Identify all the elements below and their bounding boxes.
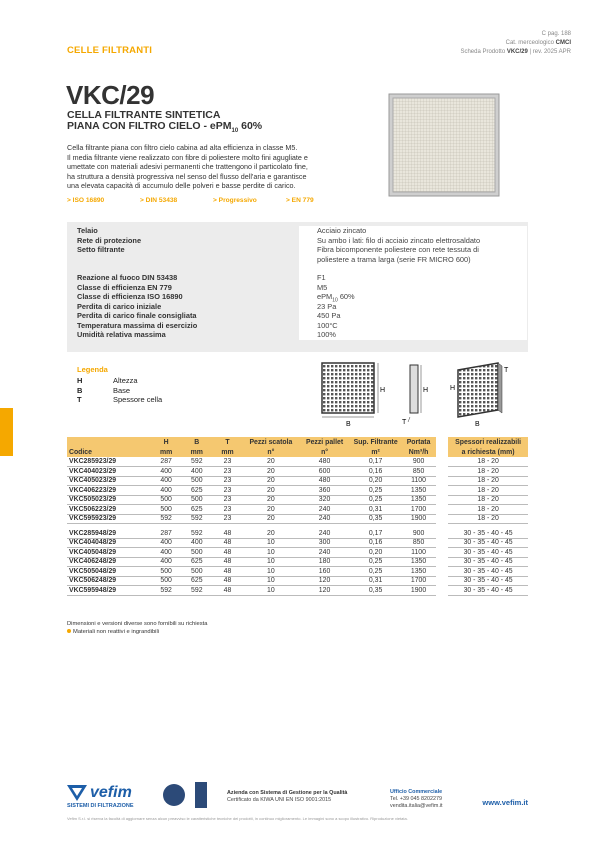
table-cell: 0,25 bbox=[350, 486, 401, 496]
product-code-cell: VKC595948/29 bbox=[67, 586, 151, 596]
svg-text:T: T bbox=[402, 419, 407, 426]
table-cell: 18 - 20 bbox=[448, 495, 528, 505]
table-cell: 120 bbox=[299, 576, 350, 586]
table-cell: 30 - 35 - 40 - 45 bbox=[448, 538, 528, 548]
table-cell: 20 bbox=[243, 529, 299, 539]
table-cell: 10 bbox=[243, 576, 299, 586]
table-cell: 30 - 35 - 40 - 45 bbox=[448, 529, 528, 539]
norms-list bbox=[67, 197, 359, 204]
table-cell: 48 bbox=[212, 529, 243, 539]
table-cell: 0,25 bbox=[350, 567, 401, 577]
table-row bbox=[67, 467, 528, 477]
table-cell: 18 - 20 bbox=[448, 514, 528, 524]
table-cell: 500 bbox=[181, 567, 212, 577]
side-tab-marker bbox=[0, 408, 13, 456]
table-cell: 592 bbox=[151, 514, 182, 524]
table-cell: 23 bbox=[212, 505, 243, 515]
table-cell: 10 bbox=[243, 567, 299, 577]
table-cell: 592 bbox=[181, 457, 212, 467]
product-code-cell: VKC595923/29 bbox=[67, 514, 151, 524]
table-cell: 0,31 bbox=[350, 576, 401, 586]
table-cell: 600 bbox=[299, 467, 350, 477]
product-code-cell: VKC505023/29 bbox=[67, 495, 151, 505]
table-cell: 287 bbox=[151, 457, 182, 467]
vefim-logo: vefim SISTEMI DI FILTRAZIONE bbox=[67, 784, 134, 809]
table-cell: 500 bbox=[151, 505, 182, 515]
table-row bbox=[67, 538, 528, 548]
norm-item: > Progressivo bbox=[213, 197, 257, 204]
product-table bbox=[67, 437, 528, 596]
table-cell: 0,31 bbox=[350, 505, 401, 515]
table-row bbox=[67, 486, 528, 496]
table-cell: 18 - 20 bbox=[448, 486, 528, 496]
table-cell: 320 bbox=[299, 495, 350, 505]
page-footer bbox=[67, 780, 528, 810]
table-cell: 10 bbox=[243, 548, 299, 558]
table-cell: 18 - 20 bbox=[448, 505, 528, 515]
table-cell: 23 bbox=[212, 467, 243, 477]
quality-info: Azienda con Sistema di Gestione per la Qualità Certificato da KIWA UNI EN ISO 9001:2015 bbox=[227, 790, 348, 803]
table-cell: 10 bbox=[243, 586, 299, 596]
table-cell: 1700 bbox=[401, 576, 436, 586]
isometric-drawing bbox=[450, 363, 509, 428]
table-cell: 1100 bbox=[401, 548, 436, 558]
table-cell: 500 bbox=[181, 548, 212, 558]
table-cell: 30 - 35 - 40 - 45 bbox=[448, 548, 528, 558]
product-code-cell: VKC285923/29 bbox=[67, 457, 151, 467]
table-cell: 592 bbox=[181, 514, 212, 524]
website-link[interactable]: www.vefim.it bbox=[482, 798, 528, 807]
table-row bbox=[67, 457, 528, 467]
table-cell: 1350 bbox=[401, 557, 436, 567]
table-footnotes: Dimensioni e versioni diverse sono fornibili su richiesta Materiali non reattivi e ingrandibili bbox=[67, 621, 208, 635]
table-cell: 20 bbox=[243, 495, 299, 505]
legend-item: T Spessore cella bbox=[77, 395, 163, 404]
table-cell: 20 bbox=[243, 514, 299, 524]
legend-title: Legenda bbox=[77, 365, 108, 374]
table-cell: 30 - 35 - 40 - 45 bbox=[448, 557, 528, 567]
table-cell: 160 bbox=[299, 567, 350, 577]
table-row bbox=[67, 495, 528, 505]
table-cell: 23 bbox=[212, 486, 243, 496]
table-header-row: H B T Pezzi scatola Pezzi pallet Sup. Filtrante Portata Spessori realizzabili bbox=[67, 437, 528, 447]
table-cell: 592 bbox=[151, 586, 182, 596]
catalog-line: Cat. merceologico CMCI bbox=[505, 40, 571, 46]
table-cell: 1350 bbox=[401, 486, 436, 496]
table-cell: 18 - 20 bbox=[448, 476, 528, 486]
table-cell: 0,17 bbox=[350, 529, 401, 539]
table-cell: 180 bbox=[299, 557, 350, 567]
table-row bbox=[67, 505, 528, 515]
product-code-cell: VKC405023/29 bbox=[67, 476, 151, 486]
table-cell: 48 bbox=[212, 586, 243, 596]
table-row bbox=[67, 557, 528, 567]
product-code-cell: VKC406248/29 bbox=[67, 557, 151, 567]
table-row bbox=[67, 548, 528, 558]
table-cell: 1350 bbox=[401, 567, 436, 577]
legend bbox=[77, 365, 162, 405]
table-row bbox=[67, 529, 528, 539]
section-title: CELLE FILTRANTI bbox=[67, 45, 153, 56]
svg-text:H: H bbox=[423, 387, 429, 394]
table-cell: 400 bbox=[151, 467, 182, 477]
norm-item: > EN 779 bbox=[286, 197, 314, 204]
table-cell: 1350 bbox=[401, 495, 436, 505]
table-cell: 500 bbox=[181, 495, 212, 505]
table-cell: 400 bbox=[151, 486, 182, 496]
table-cell: 1900 bbox=[401, 514, 436, 524]
table-cell: 592 bbox=[181, 586, 212, 596]
table-cell: 0,20 bbox=[350, 548, 401, 558]
table-cell: 480 bbox=[299, 476, 350, 486]
table-cell: 240 bbox=[299, 505, 350, 515]
table-cell: 0,16 bbox=[350, 538, 401, 548]
product-description: Cella filtrante piana con filtro cielo cabina ad alta efficienza in classe M5. Il media filtrante viene realizzato con fibre di poliestere molto fini agugliate e umettate con materiali adesivi permanenti che trattengono il particolato fine, ha struttura a densità progressiva nel senso del flusso dell'aria e garantisce una elevata capacità di accumulo delle polveri e basse perdite di carico. bbox=[67, 143, 308, 190]
table-cell: 287 bbox=[151, 529, 182, 539]
product-code-cell: VKC405048/29 bbox=[67, 548, 151, 558]
norm-item: > ISO 16890 bbox=[67, 197, 105, 204]
table-cell: 0,25 bbox=[350, 557, 401, 567]
specs-values: Acciaio zincato Su ambo i lati: filo di acciaio zincato elettrosaldato Fibra bicomponente poliestere con rete tessuta di poliestere a trama larga (serie FR MICRO 600) F1 M5 ePM$_{10}$ 60% 23 Pa 450 Pa 100°C 100% bbox=[299, 226, 527, 340]
table-cell: 48 bbox=[212, 567, 243, 577]
table-cell: 20 bbox=[243, 467, 299, 477]
table-cell: 0,35 bbox=[350, 586, 401, 596]
table-cell: 900 bbox=[401, 457, 436, 467]
table-cell: 48 bbox=[212, 538, 243, 548]
product-subtitle: CELLA FILTRANTE SINTETICA PIANA CON FILTRO CIELO - ePM$_{10}$ 60% bbox=[67, 109, 263, 135]
table-cell: 0,25 bbox=[350, 495, 401, 505]
svg-text:B: B bbox=[475, 421, 480, 428]
table-cell: 500 bbox=[181, 476, 212, 486]
table-cell: 400 bbox=[151, 538, 182, 548]
table-cell: 0,20 bbox=[350, 476, 401, 486]
table-cell: 23 bbox=[212, 495, 243, 505]
product-code-cell: VKC506223/29 bbox=[67, 505, 151, 515]
table-cell: 500 bbox=[151, 567, 182, 577]
sheet-line: Scheda Prodotto VKC/29 | rev. 2025 APR bbox=[460, 49, 571, 55]
table-cell: 240 bbox=[299, 529, 350, 539]
table-cell: 240 bbox=[299, 548, 350, 558]
table-cell: 400 bbox=[151, 476, 182, 486]
product-code: VKC/29 bbox=[66, 80, 155, 110]
table-cell: 1100 bbox=[401, 476, 436, 486]
table-cell: 23 bbox=[212, 514, 243, 524]
product-code-cell: VKC404048/29 bbox=[67, 538, 151, 548]
specs-panel bbox=[67, 222, 528, 352]
table-row bbox=[67, 567, 528, 577]
table-cell: 20 bbox=[243, 505, 299, 515]
product-photo bbox=[387, 92, 501, 198]
logo-mark-icon bbox=[67, 785, 87, 801]
document-header-meta bbox=[460, 30, 571, 57]
table-cell: 592 bbox=[181, 529, 212, 539]
table-cell: 625 bbox=[181, 576, 212, 586]
table-row bbox=[67, 514, 528, 524]
table-cell: 625 bbox=[181, 505, 212, 515]
table-cell: 625 bbox=[181, 486, 212, 496]
svg-text:H: H bbox=[450, 385, 456, 392]
table-cell: 400 bbox=[181, 467, 212, 477]
specs-labels: Telaio Rete di protezione Setto filtrante Reazione al fuoco DIN 53438 Classe di efficienza EN 779 Classe di efficienza ISO 16890 Perdita di carico iniziale Perdita di carico finale consigliata Temperatura massima di esercizio Umidità relativa massima bbox=[77, 226, 198, 339]
table-cell: 120 bbox=[299, 586, 350, 596]
sales-office-info: Ufficio Commerciale Tel. +39 045 8202279 vendita.italia@vefim.it bbox=[390, 789, 443, 809]
table-cell: 1900 bbox=[401, 586, 436, 596]
table-cell: 10 bbox=[243, 538, 299, 548]
table-cell: 30 - 35 - 40 - 45 bbox=[448, 576, 528, 586]
table-cell: 0,35 bbox=[350, 514, 401, 524]
front-view-drawing bbox=[322, 363, 385, 428]
page-number: C pag. 188 bbox=[541, 31, 571, 37]
bullet-icon bbox=[67, 629, 71, 633]
table-cell: 23 bbox=[212, 476, 243, 486]
table-cell: 400 bbox=[181, 538, 212, 548]
legal-notice: Vefim S.r.l. si riserva la facoltà di aggiornare senza alcun preavviso le caratteristiche tecniche dei prodotti, in continuo miglioramento. Le immagini sono a scopo illustrativo. Riproduzione vietata. bbox=[67, 816, 408, 821]
table-cell: 900 bbox=[401, 529, 436, 539]
svg-text:T: T bbox=[504, 367, 509, 374]
product-code-cell: VKC406223/29 bbox=[67, 486, 151, 496]
table-cell: 500 bbox=[151, 495, 182, 505]
table-cell: 30 - 35 - 40 - 45 bbox=[448, 586, 528, 596]
table-cell: 30 - 35 - 40 - 45 bbox=[448, 567, 528, 577]
table-row bbox=[67, 586, 528, 596]
table-cell: 18 - 20 bbox=[448, 467, 528, 477]
product-code-cell: VKC285948/29 bbox=[67, 529, 151, 539]
table-row bbox=[67, 576, 528, 586]
table-cell: 20 bbox=[243, 476, 299, 486]
table-cell: 48 bbox=[212, 576, 243, 586]
table-cell: 23 bbox=[212, 457, 243, 467]
svg-text:H: H bbox=[380, 387, 386, 394]
table-cell: 240 bbox=[299, 514, 350, 524]
table-cell: 480 bbox=[299, 457, 350, 467]
table-cell: 20 bbox=[243, 486, 299, 496]
legend-item: H Altezza bbox=[77, 376, 138, 385]
norm-item: > DIN 53438 bbox=[140, 197, 178, 204]
product-code-cell: VKC505048/29 bbox=[67, 567, 151, 577]
table-cell: 625 bbox=[181, 557, 212, 567]
table-cell: 48 bbox=[212, 557, 243, 567]
table-units-row: Codice mm mm mm n° n° m² Nm³/h a richiesta (mm) bbox=[67, 447, 528, 457]
table-cell: 20 bbox=[243, 457, 299, 467]
table-cell: 0,17 bbox=[350, 457, 401, 467]
table-cell: 300 bbox=[299, 538, 350, 548]
certification-seal-icon bbox=[163, 784, 185, 806]
table-cell: 850 bbox=[401, 467, 436, 477]
table-row bbox=[67, 476, 528, 486]
table-cell: 500 bbox=[151, 576, 182, 586]
svg-text:B: B bbox=[346, 421, 351, 428]
table-cell: 360 bbox=[299, 486, 350, 496]
table-cell: 400 bbox=[151, 548, 182, 558]
table-cell: 18 - 20 bbox=[448, 457, 528, 467]
table-cell: 400 bbox=[151, 557, 182, 567]
table-cell: 10 bbox=[243, 557, 299, 567]
product-code-cell: VKC506248/29 bbox=[67, 576, 151, 586]
table-cell: 0,16 bbox=[350, 467, 401, 477]
certification-badge-icon bbox=[195, 782, 207, 808]
product-code-cell: VKC404023/29 bbox=[67, 467, 151, 477]
side-view-drawing bbox=[402, 365, 428, 426]
legend-item: B Base bbox=[77, 385, 131, 395]
table-cell: 1700 bbox=[401, 505, 436, 515]
table-cell: 850 bbox=[401, 538, 436, 548]
dimension-drawings bbox=[310, 360, 530, 430]
table-cell: 48 bbox=[212, 548, 243, 558]
